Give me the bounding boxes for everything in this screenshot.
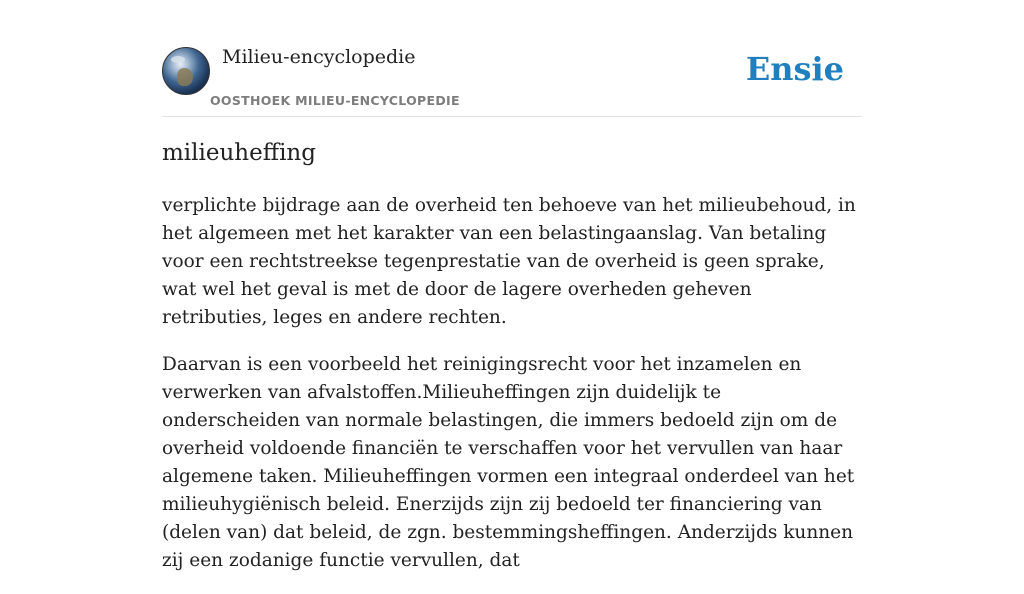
- site-header: [162, 46, 862, 117]
- page-title: milieuheffing: [162, 140, 316, 166]
- article-body: [162, 192, 862, 594]
- article-paragraph: Daarvan is een voorbeeld het reinigingsrecht voor het inzamelen en verwerken van afvalstoffen.Milieuheffingen zijn duidelijk te onderscheiden van normale belastingen, die immers bedoeld zijn om de overheid voldoende financiën te verschaffen voor het vervullen van haar algemene taken. Milieuheffingen vormen een integraal onderdeel van het milieuhygiënisch beleid. Enerzijds zijn zij bedoeld ter financiering van (delen van) dat beleid, de zgn. bestemmingsheffingen. Anderzijds kunnen zij een zodanige functie vervullen, dat: [162, 354, 855, 571]
- site-title[interactable]: Milieu-encyclopedie: [222, 46, 416, 68]
- globe-logo-icon[interactable]: [162, 47, 210, 95]
- ensie-logo[interactable]: Ensie: [745, 50, 844, 88]
- site-subtitle: OOSTHOEK MILIEU-ENCYCLOPEDIE: [210, 93, 460, 108]
- article-paragraph: verplichte bijdrage aan de overheid ten behoeve van het milieubehoud, in het algemeen met het karakter van een belastingaanslag. Van betaling voor een rechtstreekse tegenprestatie van de overheid is geen sprake, wat wel het geval is met de door de lagere overheden geheven retributies, leges en andere rechten.: [162, 195, 856, 328]
